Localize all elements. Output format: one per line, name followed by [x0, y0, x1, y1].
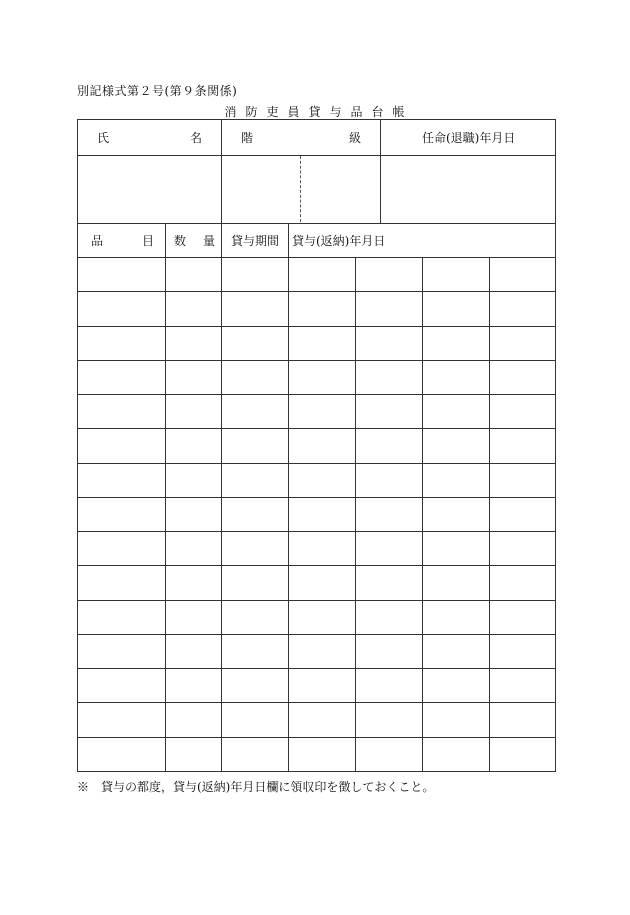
ledger-table	[77, 119, 556, 772]
form-number-note: 別記様式第２号(第９条関係)	[77, 84, 238, 98]
table-row-line	[78, 291, 555, 292]
name-label-second: 名	[190, 131, 203, 145]
appointment-date-label: 任命(退職)年月日	[422, 131, 516, 145]
rank-label-first: 階	[241, 131, 254, 145]
column-line	[221, 223, 222, 771]
item-label-first: 品	[91, 234, 104, 248]
table-row-line	[78, 600, 555, 601]
form-title: 消防吏員貸与品台帳	[224, 105, 414, 119]
table-row-line	[78, 463, 555, 464]
name-label-first: 氏	[97, 131, 110, 145]
item-header-line	[78, 257, 555, 258]
table-row-line	[78, 737, 555, 738]
top-header-line	[78, 155, 555, 156]
footnote: ※ 貸与の都度，貸与(返納)年月日欄に領収印を徴しておくこと。	[77, 780, 435, 794]
table-row-line	[78, 394, 555, 395]
loan-return-date-label: 貸与(返納)年月日	[292, 234, 386, 248]
table-row-line	[78, 360, 555, 361]
column-line	[288, 223, 289, 771]
date-column-line	[489, 257, 490, 771]
table-row-line	[78, 428, 555, 429]
date-column-line	[355, 257, 356, 771]
section-divider	[78, 223, 555, 224]
table-row-line	[78, 497, 555, 498]
table-row-line	[78, 702, 555, 703]
table-row-line	[78, 565, 555, 566]
table-row-line	[78, 634, 555, 635]
rank-label-second: 級	[349, 131, 362, 145]
item-label-second: 目	[142, 234, 155, 248]
quantity-label-second: 量	[203, 234, 216, 248]
table-row-line	[78, 668, 555, 669]
date-column-line	[422, 257, 423, 771]
table-row-line	[78, 531, 555, 532]
column-line	[165, 223, 166, 771]
rank-dashed-divider	[300, 156, 301, 222]
top-divider-1	[221, 120, 222, 223]
quantity-label-first: 数	[174, 234, 187, 248]
top-divider-2	[380, 120, 381, 223]
loan-period-label: 貸与期間	[231, 234, 280, 248]
table-row-line	[78, 326, 555, 327]
